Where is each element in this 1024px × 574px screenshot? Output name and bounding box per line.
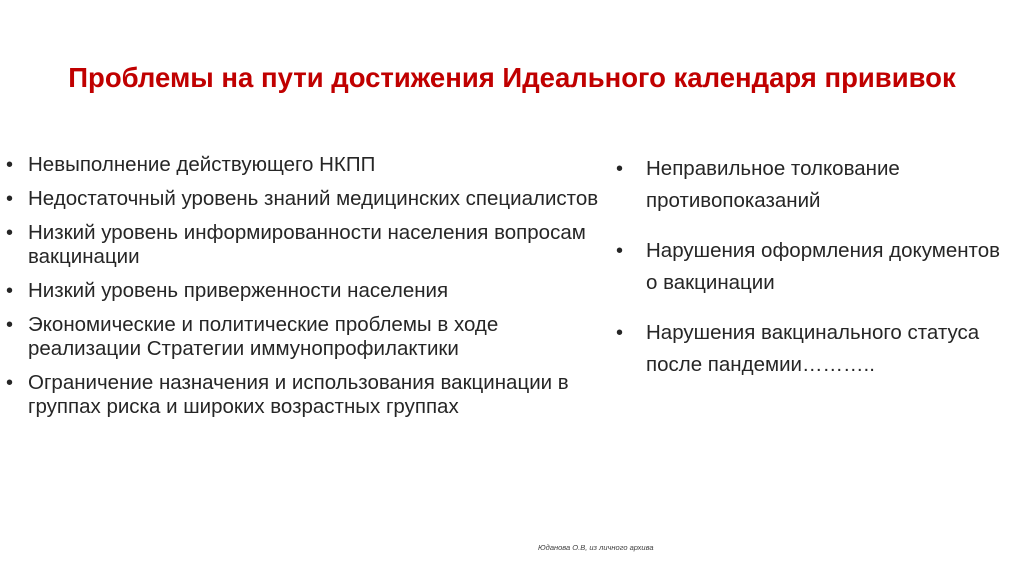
- source-footnote: Юданова О.В, из личного архива: [538, 543, 654, 552]
- list-item-text: Неправильное толкование противопоказаний: [646, 157, 900, 212]
- list-item: [0, 221, 610, 269]
- list-item-text: Нарушения вакцинального статуса после пандемии………..: [646, 321, 980, 376]
- list-item: [0, 371, 610, 419]
- list-item: [0, 279, 610, 303]
- list-item-text: Экономические и политические проблемы в ходе реализации Стратегии иммунопрофилактики: [28, 313, 499, 360]
- bullet-icon: •: [616, 158, 624, 180]
- bullet-icon: •: [6, 222, 14, 244]
- list-item-text: Низкий уровень приверженности населения: [28, 279, 449, 302]
- list-item: [612, 235, 1012, 299]
- list-item-text: Низкий уровень информированности населения вопросам вакцинации: [28, 221, 586, 268]
- bullet-icon: •: [6, 314, 14, 336]
- list-item-text: Нарушения оформления документов о вакцинации: [646, 239, 1000, 294]
- left-bullet-list: [0, 153, 610, 429]
- bullet-icon: •: [6, 280, 14, 302]
- list-item: [0, 153, 610, 177]
- list-item-text: Ограничение назначения и использования вакцинации в группах риска и широких возрастных группах: [28, 371, 569, 418]
- bullet-icon: •: [6, 372, 14, 394]
- list-item: [0, 187, 610, 211]
- bullet-icon: •: [616, 240, 624, 262]
- right-bullet-list: [612, 153, 1012, 399]
- list-item: [0, 313, 610, 361]
- bullet-icon: •: [6, 154, 14, 176]
- list-item: [612, 317, 1012, 381]
- slide-title: Проблемы на пути достижения Идеального календаря прививок: [68, 62, 956, 93]
- bullet-icon: •: [6, 188, 14, 210]
- list-item-text: Невыполнение действующего НКПП: [28, 153, 376, 176]
- list-item-text: Недостаточный уровень знаний медицинских специалистов: [28, 187, 599, 210]
- bullet-icon: •: [616, 322, 624, 344]
- list-item: [612, 153, 1012, 217]
